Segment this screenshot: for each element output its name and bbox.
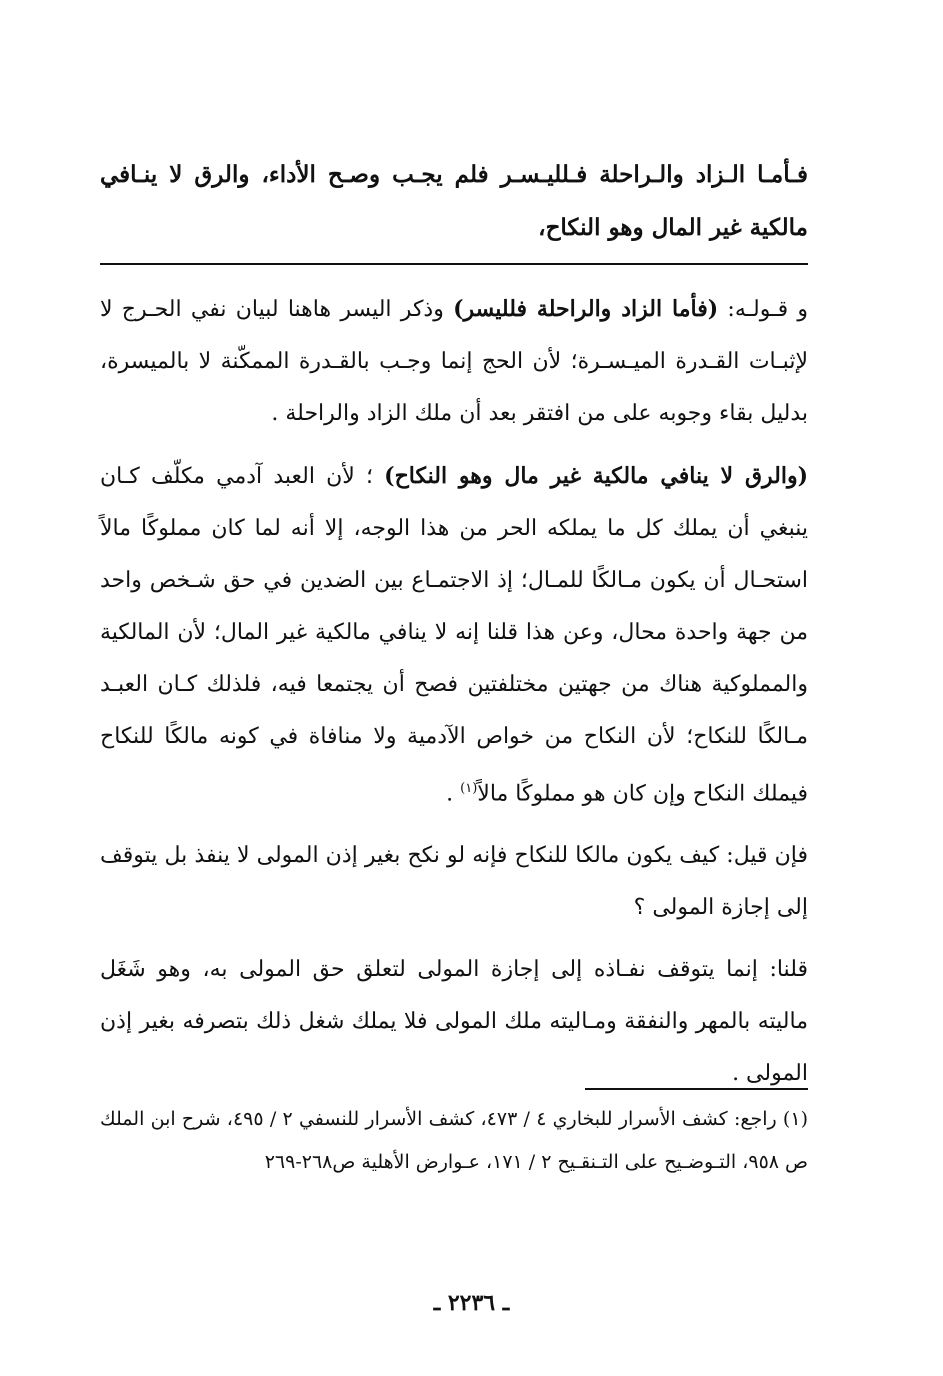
page-number: ـ ٢٢٣٦ ـ xyxy=(433,1290,510,1316)
commentary-paragraph-1 xyxy=(100,283,808,440)
commentary-text: ؛ لأن العبد آدمي مكلّف كـان ينبغي أن يملك كل ما يملكه الحر من هذا الوجه، إلا أنه لما كان مملوكًا مالاً استحـال أن يكون مـالكًا للمـال؛ إذ الاجتمـاع بين الضدين في حق شـخص واحد من جهة واحدة محال، وعن هذا قلنا إنه لا ينافي مالكية غير المال؛ لأن المالكية والمملوكية هناك من جهتين مختلفتين فصح أن يجتمعا فيه، فلذلك كـان العبـد مـالكًا للنكاح؛ لأن النكاح من خواص الآدمية ولا منافاة في كونه مالكًا للنكاح فيملك النكاح وإن كان هو مملوكًا مالاً xyxy=(100,464,808,807)
commentary-text: وذكر اليسر هاهنا لبيان نفي الحـرج لا لإثبـات القـدرة الميـسـرة؛ لأن الحج إنما وجـب بالقـدرة الممكّنة لا بالميسرة، بدليل بقاء وجوبه على من افتقر بعد أن ملك الزاد والراحلة . xyxy=(100,297,808,426)
commentary-paragraph-3 xyxy=(100,830,808,934)
quoted-matn: (فأما الزاد والراحلة فلليسر) xyxy=(453,296,719,322)
matn-line: فـأمـا الـزاد والـراحلة فـلليـسـر فلم يجـب وصـح الأداء، والرق لا ينـافي مالكية غير المال وهو النكاح، xyxy=(100,161,808,241)
footnote-separator xyxy=(585,1088,808,1090)
matn-text xyxy=(100,148,808,254)
footnote-reference[interactable]: (١) xyxy=(460,781,478,796)
commentary-text: قلنا: إنما يتوقف نفـاذه إلى إجازة المولى لتعلق حق المولى به، وهو شَغَل ماليته بالمهر والنفقة ومـاليته ملك المولى فلا يملك شغل ذلك بتصرفه بغير إذن المولى . xyxy=(100,957,808,1087)
commentary xyxy=(100,283,808,1110)
footnote xyxy=(100,1098,808,1184)
commentary-lead: و قـولـه: xyxy=(727,297,808,322)
commentary-paragraph-2 xyxy=(100,450,808,820)
separator-line xyxy=(100,263,808,265)
commentary-text: فإن قيل: كيف يكون مالكا للنكاح فإنه لو نكح بغير إذن المولى لا ينفذ بل يتوقف إلى إجازة المولى ؟ xyxy=(100,843,808,921)
sentence-end: . xyxy=(446,781,454,807)
commentary-paragraph-4 xyxy=(100,944,808,1100)
footnote-text: (١) راجع: كشف الأسرار للبخاري ٤ / ٤٧٣، كشف الأسرار للنسفي ٢ / ٤٩٥، شرح ابن الملك ص ٩٥٨، التـوضـيح على التـنقـيح ٢ / ١٧١، عـوارض الأهلية ص٢٦٨-٢٦٩ xyxy=(100,1108,808,1173)
quoted-matn: (والرق لا ينافي مالكية غير مال وهو النكاح) xyxy=(384,463,809,489)
